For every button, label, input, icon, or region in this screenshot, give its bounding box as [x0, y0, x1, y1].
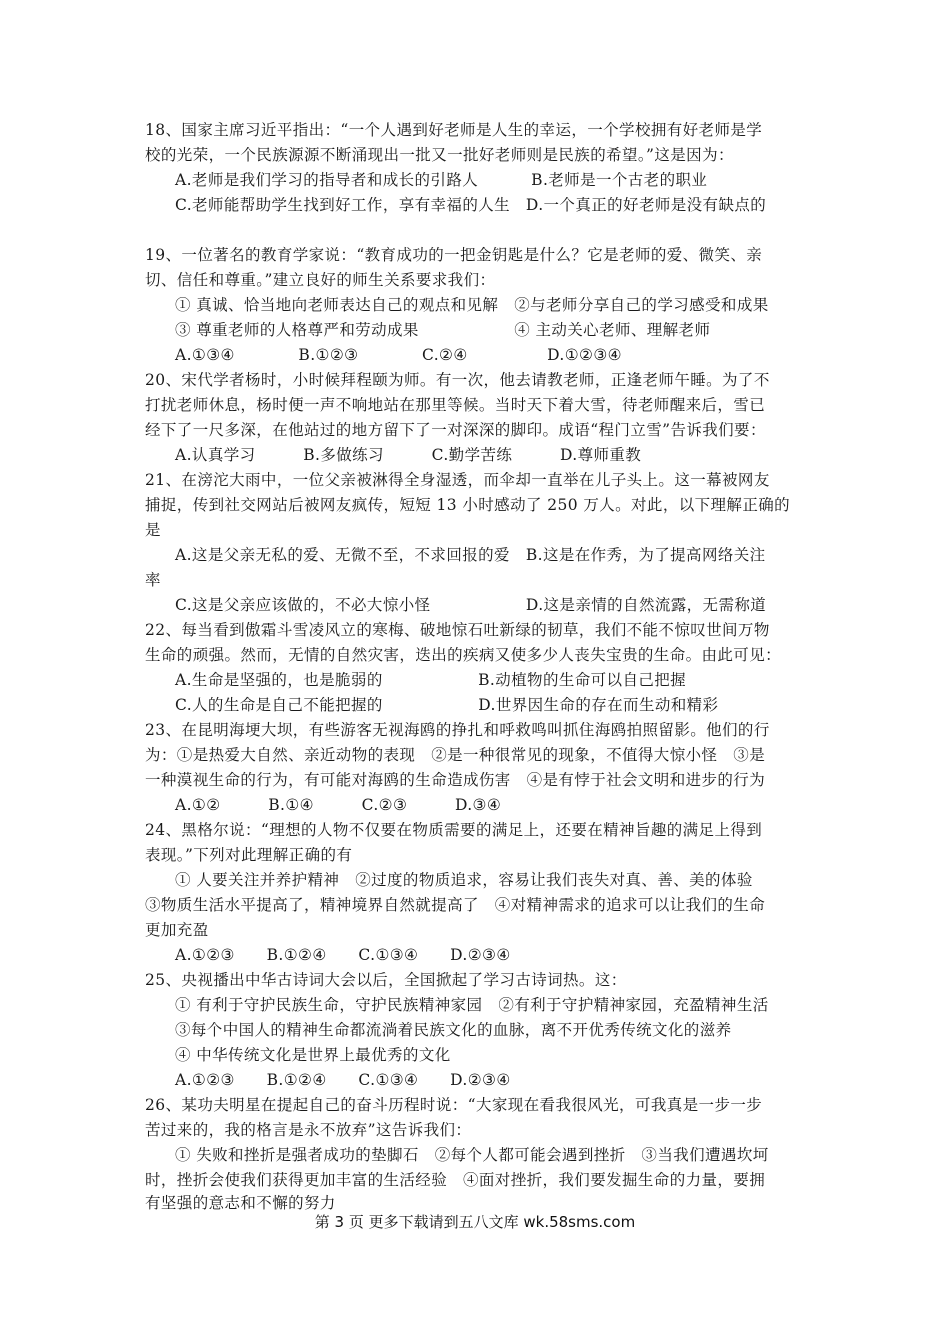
q20-stem-line-2: 打扰老师休息，杨时便一声不响地站在那里等候。当时天下着大雪，待老师醒来后，雪已	[145, 396, 766, 414]
q21-options-wrap: 率	[145, 571, 161, 589]
q22-options-ab: A.生命是坚强的，也是脆弱的 B.动植物的生命可以自己把握	[175, 671, 687, 689]
page-footer: 第 3 页 更多下载请到五八文库 wk.58sms.com	[314, 1213, 636, 1231]
q26-stem-line-2: 苦过来的，我的格言是永不放弃”这告诉我们：	[145, 1121, 472, 1139]
q24-stem-line-2: 表现。”下列对此理解正确的有	[145, 846, 353, 864]
q25-item-line-3: ④ 中华传统文化是世界上最优秀的文化	[175, 1046, 451, 1064]
q19-options: A.①③④ B.①②③ C.②④ D.①②③④	[175, 346, 622, 364]
q25-item-line-2: ③每个中国人的精神生命都流淌着民族文化的血脉，离不开优秀传统文化的滋养	[175, 1021, 732, 1039]
q24-item-line-2: ③物质生活水平提高了，精神境界自然就提高了 ④对精神需求的追求可以让我们的生命	[145, 896, 766, 914]
q19-stem-line-1: 19、一位著名的教育学家说：“教育成功的一把金钥匙是什么？它是老师的爱、微笑、亲	[145, 246, 763, 264]
q20-options: A.认真学习 B.多做练习 C.勤学苦练 D.尊师重教	[175, 446, 642, 464]
q22-options-cd: C.人的生命是自己不能把握的 D.世界因生命的存在而生动和精彩	[175, 696, 719, 714]
q21-options-ab: A.这是父亲无私的爱、无微不至，不求回报的爱 B.这是在作秀，为了提高网络关注	[175, 546, 766, 564]
q22-stem-line-2: 生命的顽强。然而，无情的自然灾害，迭出的疾病又使多少人丧失宝贵的生命。由此可见：	[145, 646, 782, 664]
q22-stem-line-1: 22、每当看到傲霜斗雪凌风立的寒梅、破地惊石吐新绿的韧草，我们不能不惊叹世间万物	[145, 621, 770, 639]
q19-item-line-2: ③ 尊重老师的人格尊严和劳动成果 ④ 主动关心老师、理解老师	[175, 321, 711, 339]
q18-options-cd: C.老师能帮助学生找到好工作，享有幸福的人生 D.一个真正的好老师是没有缺点的	[175, 196, 767, 214]
q21-stem-line-3: 是	[145, 521, 161, 539]
q19-stem-line-2: 切、信任和尊重。”建立良好的师生关系要求我们：	[145, 271, 496, 289]
q19-item-line-1: ① 真诚、恰当地向老师表达自己的观点和见解 ②与老师分享自己的学习感受和成果	[175, 296, 769, 314]
q26-item-line-2: 时，挫折会使我们获得更加丰富的生活经验 ④面对挫折，我们要发掘生命的力量，要拥	[145, 1171, 766, 1189]
q21-stem-line-2: 捕捉，传到社交网站后被网友疯传，短短 13 小时感动了 250 万人。对此，以下理解正确的	[145, 496, 791, 514]
q20-stem-line-1: 20、宋代学者杨时，小时候拜程颐为师。有一次，他去请教老师，正逢老师午睡。为了不	[145, 371, 770, 389]
q26-item-line-3: 有坚强的意志和不懈的努力	[145, 1194, 336, 1212]
q18-stem-line-2: 校的光荣，一个民族源源不断涌现出一批又一批好老师则是民族的希望。”这是因为：	[145, 146, 734, 164]
q23-options: A.①② B.①④ C.②③ D.③④	[175, 796, 502, 814]
q21-stem-line-1: 21、在滂沱大雨中，一位父亲被淋得全身湿透，而伞却一直举在儿子头上。这一幕被网友	[145, 471, 770, 489]
q20-stem-line-3: 经下了一尺多深，在他站过的地方留下了一对深深的脚印。成语“程门立雪”告诉我们要：	[145, 421, 766, 439]
q26-item-line-1: ① 失败和挫折是强者成功的垫脚石 ②每个人都可能会遇到挫折 ③当我们遭遇坎坷	[175, 1146, 769, 1164]
q18-options-ab: A.老师是我们学习的指导者和成长的引路人 B.老师是一个古老的职业	[175, 171, 708, 189]
q21-options-cd: C.这是父亲应该做的，不必大惊小怪 D.这是亲情的自然流露，无需称道	[175, 596, 767, 614]
q25-stem-line-1: 25、央视播出中华古诗词大会以后，全国掀起了学习古诗词热。这：	[145, 971, 627, 989]
q26-stem-line-1: 26、某功夫明星在提起自己的奋斗历程时说：“大家现在看我很风光，可我真是一步一步	[145, 1096, 763, 1114]
q24-options: A.①②③ B.①②④ C.①③④ D.②③④	[175, 946, 511, 964]
q23-stem-line-2: 为：①是热爱大自然、亲近动物的表现 ②是一种很常见的现象，不值得大惊小怪 ③是	[145, 746, 766, 764]
q23-stem-line-1: 23、在昆明海埂大坝，有些游客无视海鸥的挣扎和呼救鸣叫抓住海鸥拍照留影。他们的行	[145, 721, 770, 739]
q24-item-line-3: 更加充盈	[145, 921, 209, 939]
q24-stem-line-1: 24、黑格尔说：“理想的人物不仅要在物质需要的满足上，还要在精神旨趣的满足上得到	[145, 821, 763, 839]
q18-stem-line-1: 18、国家主席习近平指出：“一个人遇到好老师是人生的幸运，一个学校拥有好老师是学	[145, 121, 763, 139]
q23-stem-line-3: 一种漠视生命的行为，有可能对海鸥的生命造成伤害 ④是有悖于社会文明和进步的行为	[145, 771, 766, 789]
q25-item-line-1: ① 有利于守护民族生命，守护民族精神家园 ②有利于守护精神家园，充盈精神生活	[175, 996, 769, 1014]
q25-options: A.①②③ B.①②④ C.①③④ D.②③④	[175, 1071, 511, 1089]
q24-item-line-1: ① 人要关注并养护精神 ②过度的物质追求，容易让我们丧失对真、善、美的体验	[175, 871, 753, 889]
